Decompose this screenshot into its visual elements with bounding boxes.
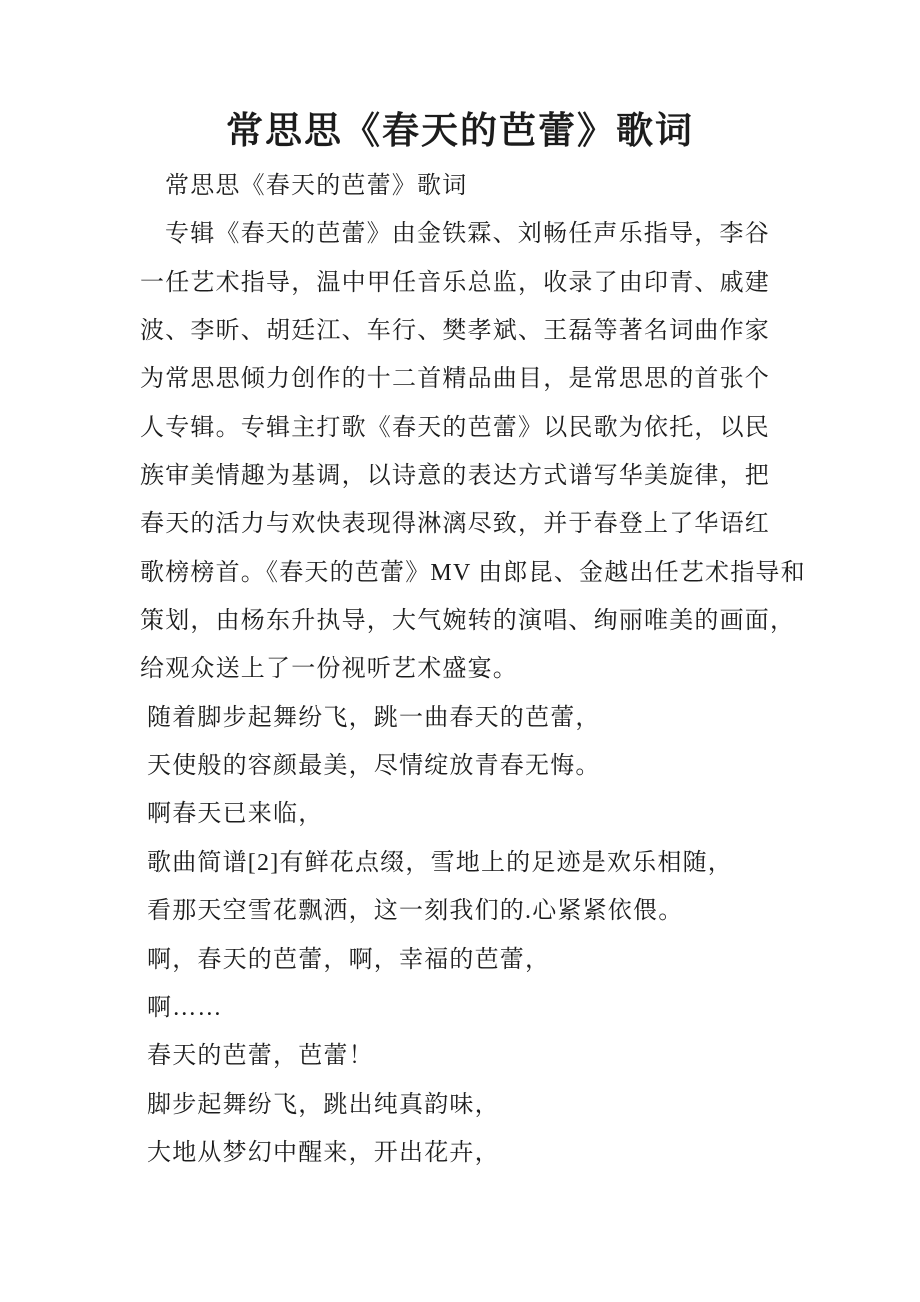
text-line: 看那天空雪花飘洒，这一刻我们的.心紧紧依偎。 <box>147 898 684 925</box>
text-line: 族审美情趣为基调，以诗意的表达方式谱写华美旋律，把 <box>140 463 770 490</box>
page-title: 常思思《春天的芭蕾》歌词 <box>226 111 694 152</box>
text-line: 策划，由杨东升执导，大气婉转的演唱、绚丽唯美的画面， <box>140 608 796 635</box>
text-line: 常思思《春天的芭蕾》歌词 <box>165 173 468 199</box>
text-line: 脚步起舞纷飞，跳出纯真韵味， <box>147 1091 500 1118</box>
text-line: 随着脚步起舞纷飞，跳一曲春天的芭蕾， <box>147 704 601 731</box>
text-line: 专辑《春天的芭蕾》由金铁霖、刘畅任声乐指导，李谷 <box>165 221 770 248</box>
text-line: 人专辑。专辑主打歌《春天的芭蕾》以民歌为依托，以民 <box>140 414 770 441</box>
text-line: 春天的活力与欢快表现得淋漓尽致，并于春登上了华语红 <box>140 511 770 538</box>
text-line: 为常思思倾力创作的十二首精品曲目，是常思思的首张个 <box>140 366 770 393</box>
text-line: 啊春天已来临， <box>147 801 324 828</box>
text-line: 歌曲简谱[2]有鲜花点缀，雪地上的足迹是欢乐相随， <box>147 849 733 876</box>
text-line: 啊…… <box>147 994 223 1021</box>
document-body <box>140 162 806 1177</box>
text-line: 给观众送上了一份视听艺术盛宴。 <box>140 656 518 683</box>
text-line: 春天的芭蕾，芭蕾！ <box>147 1043 374 1070</box>
text-line: 天使般的容颜最美，尽情绽放青春无悔。 <box>147 753 601 780</box>
text-line: 歌榜榜首。《春天的芭蕾》MV 由郎昆、金越出任艺术指导和 <box>140 559 806 586</box>
text-line: 波、李昕、胡廷江、车行、樊孝斌、王磊等著名词曲作家 <box>140 318 770 345</box>
text-line: 一任艺术指导，温中甲任音乐总监，收录了由印青、戚建 <box>140 269 770 296</box>
text-line: 大地从梦幻中醒来，开出花卉， <box>147 1139 500 1166</box>
text-line: 啊，春天的芭蕾，啊，幸福的芭蕾， <box>147 946 551 973</box>
